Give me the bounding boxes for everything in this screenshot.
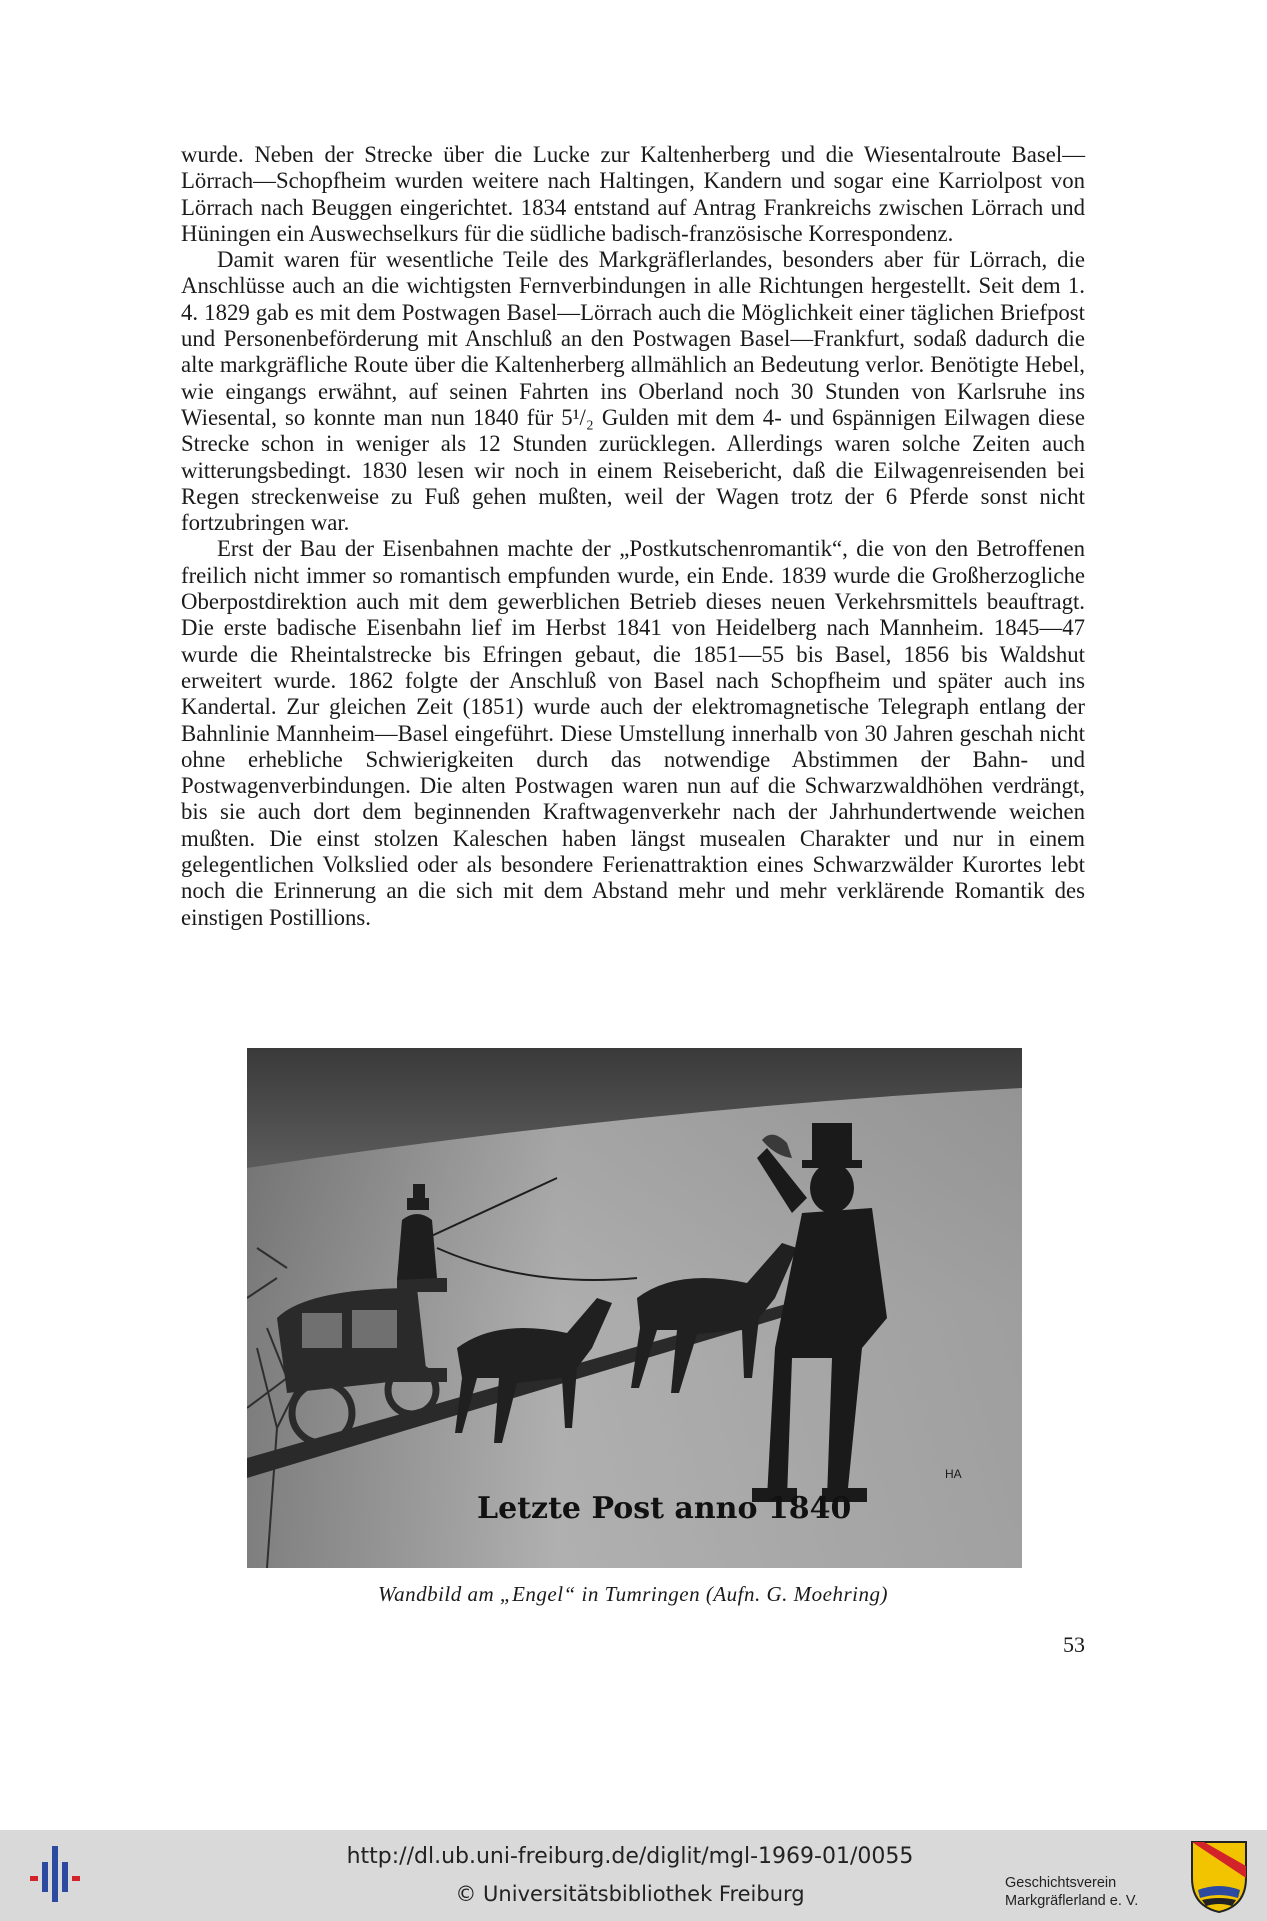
paragraph-1: wurde. Neben der Strecke über die Lucke zur Kaltenherberg und die Wiesentalroute Basel—Lörrach—Schopfheim wurden weitere nach Haltingen, Kandern und sogar eine Karriolpost von Lörrach nach Beuggen eingerichtet. 1834 entstand auf Antrag Frankreichs zwischen Lörrach und Hüningen ein Auswechselkurs für die südliche badisch-französische Korrespondenz. <box>181 142 1085 246</box>
page-number: 53 <box>1063 1632 1085 1657</box>
paragraph-3: Erst der Bau der Eisenbahnen machte der „Postkutschenromantik“, die von den Betroffenen freilich nicht immer so romantisch empfunden wurde, ein Ende. 1839 wurde die Großherzogliche Oberpostdirektion auch mit dem gewerblichen Betrieb dieses neuen Verkehrsmittels beauftragt. Die erste badische Eisenbahn lief im Herbst 1841 von Heidelberg nach Mannheim. 1845—47 wurde die Rheintalstrecke bis Efringen gebaut, die 1851—55 bis Basel, 1856 bis Waldshut erweitert wurde. 1862 folgte der Anschluß von Basel nach Schopfheim und später auch ins Kandertal. Zur gleichen Zeit (1851) wurde auch der elektromagnetische Telegraph entlang der Bahnlinie Mannheim—Basel eingeführt. Diese Umstellung innerhalb von 30 Jahren geschah nicht ohne erhebliche Schwierigkeiten durch das notwendige Abstimmen der Bahn- und Postwagenverbindungen. Die alten Postwagen waren nun auf die Schwarzwaldhöhen verdrängt, bis sie auch dort dem beginnenden Kraftwagenverkehr nach der Jahrhundertwende weichen mußten. Die einst stolzen Kaleschen haben längst musealen Charakter und nur in einem gelegentlichen Volkslied oder als besondere Ferienattraktion eines Schwarzwälder Kurortes lebt noch die Erinnerung an die sich mit dem Abstand mehr und mehr verklärende Romantik des einstigen Postillions. <box>181 536 1085 930</box>
ub-freiburg-logo-icon[interactable] <box>30 1846 80 1902</box>
coat-of-arms-icon <box>1190 1838 1248 1914</box>
copyright-notice: © Universitätsbibliothek Freiburg <box>455 1882 805 1906</box>
permalink-url[interactable]: http://dl.ub.uni-freiburg.de/diglit/mgl-1969-01/0055 <box>346 1844 914 1869</box>
publisher-name <box>1005 1874 1195 1910</box>
viewer-footer <box>0 1830 1267 1921</box>
body-text <box>181 142 1085 931</box>
mural-photo <box>247 1048 1022 1568</box>
paragraph-2: Damit waren für wesentliche Teile des Markgräflerlandes, besonders aber für Lörrach, die Anschlüsse auch an die wichtigsten Fernverbindungen in alle Richtungen hergestellt. Seit dem 1. 4. 1829 gab es mit dem Postwagen Basel—Lörrach auch die Möglichkeit einer täglichen Briefpost und Personenbeförderung mit Anschluß an den Postwagen Basel—Frankfurt, sodaß dadurch die alte markgräfliche Route über die Kaltenherberg allmählich an Bedeutung verlor. Benötigte Hebel, wie eingangs erwähnt, auf seinen Fahrten ins Oberland noch 30 Stunden von Karlsruhe ins Wiesental, so konnte man nun 1840 für 5¹/₂ Gulden mit dem 4- und 6spännigen Eilwagen diese Strecke schon in weniger als 12 Stunden zurücklegen. Allerdings waren solche Zeiten auch witterungsbedingt. 1830 lesen wir noch in einem Reisebericht, daß die Eilwagenreisenden bei Regen streckenweise zu Fuß gehen mußten, weil der Wagen trotz der 6 Pferde sonst nicht fortzubringen war. <box>181 247 1085 536</box>
publisher-line-1: Geschichtsverein <box>1005 1875 1117 1891</box>
mural-title-text: Letzte Post anno 1840 <box>477 1491 852 1526</box>
mural-signature: HA <box>945 1467 962 1481</box>
publisher-line-2: Markgräflerland e. V. <box>1005 1893 1139 1909</box>
figure-caption: Wandbild am „Engel“ in Tumringen (Aufn. G. Moehring) <box>378 1582 888 1606</box>
